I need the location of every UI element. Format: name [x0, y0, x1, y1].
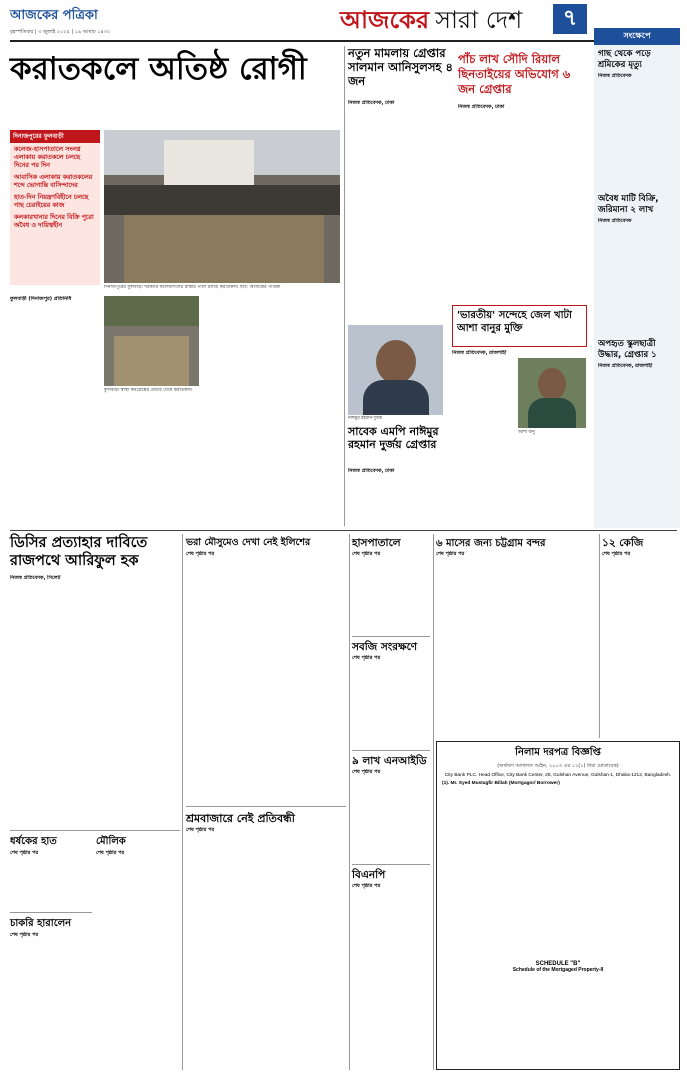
divider [352, 636, 430, 637]
moulik-headline: মৌলিক [96, 836, 126, 847]
chakri-body [10, 940, 92, 1070]
lead-photo-caption: দিনাজপুরের ফুলবাড়ী সরকারি কলেজসংলগ্ন রাস্তার পাশে চলছে করাতকল। ছবি: আজকের পত্রিকা [104, 285, 281, 290]
sidebar-item-headline: অবৈধ মাটি বিক্রি, জরিমানা ২ লাখ [598, 194, 659, 215]
section-title: আজকের সারা দেশ [340, 5, 523, 34]
sidebar [594, 28, 680, 528]
notice-schedule-body [442, 975, 674, 1045]
notice-borrower: (1). Mr. Syed Mustagfir Billah (Mortgagor/ Borrower) [442, 781, 560, 786]
moulik-body [96, 858, 178, 1070]
banu-byline: নিজস্ব প্রতিবেদক, রাজশাহী [452, 350, 507, 356]
mp-headline: সাবেক এমপি নাঈমুর রহমান দুর্জয় গ্রেপ্তার [348, 425, 439, 451]
sidebar-header: সংক্ষেপে [594, 28, 680, 45]
port-jump: শেষ পৃষ্ঠার পর [436, 551, 465, 557]
notice-schedule-sub: Schedule of the Mortgaged Property-II [512, 967, 604, 973]
sidebar-item-byline: নিজস্ব প্রতিবেদক [598, 73, 632, 79]
dc-body-col-1 [10, 583, 92, 828]
port-body-col-1 [436, 559, 514, 737]
lead-headline: করাতকলে অতিষ্ঠ রোগী [10, 51, 307, 87]
ilish-body-col-1 [186, 559, 264, 804]
dc-headline: ডিসির প্রত্যাহার দাবিতে রাজপথে আরিফুল হক [10, 535, 148, 569]
lead-bullet: কলেজ-হাসপাতালে সংলগ্ন এলাকায় করাতকলে চলছে দিনের পর দিন [14, 146, 81, 169]
notice-subtitle: (অর্থঋণ আদালত আইন, ২০০৩ এর ১২(১) ধারা মোতাবেক) [497, 763, 619, 769]
banu-body-col-2 [518, 440, 586, 528]
lead-bullet: আবাসিক এলাকায় করাতকলের শব্দে ভোগান্তি বাসিন্দাদের [14, 174, 93, 189]
notice-body [442, 788, 674, 958]
kg-headline: ১২ কেজি [602, 537, 644, 549]
banu-portrait [518, 358, 586, 428]
shrom-headline: শ্রমবাজারে নেই প্রতিবন্ধী [186, 812, 295, 825]
sidebar-item-byline: নিজস্ব প্রতিবেদক [598, 218, 632, 224]
banu-body-col-1 [452, 358, 514, 528]
bnp-jump: শেষ পৃষ্ঠার পর [352, 883, 381, 889]
column-divider [433, 534, 434, 1070]
ilish-headline: ভরা মৌসুমেও দেখা নেই ইলিশের [186, 537, 311, 548]
lead-photo-sawmill [104, 130, 340, 283]
kg-jump: শেষ পৃষ্ঠার পর [602, 551, 631, 557]
lead-bullet: হাত-দিন নিয়ন্ত্রণবিহীনে চলছে গাছ চেরাইয়ের কাজ [14, 194, 89, 209]
notice-schedule: SCHEDULE "B" [535, 961, 581, 967]
dc-body-col-2 [96, 583, 178, 828]
sobji-jump: শেষ পৃষ্ঠার পর [352, 655, 381, 661]
newspaper-logo: আজকের পত্রিকা [10, 8, 98, 23]
lead-body-col-2 [206, 296, 270, 526]
rape-headline: ধর্ষকের হাত [10, 836, 57, 847]
column-divider [182, 534, 183, 1070]
lead-photo-wall [104, 296, 199, 386]
divider [10, 912, 92, 913]
sobji-body [352, 663, 430, 748]
salman-headline: নতুন মামলায় গ্রেপ্তার সালমান আনিসুলসহ ৪ জন [348, 46, 453, 88]
rape-jump: শেষ পৃষ্ঠার পর [10, 850, 39, 856]
rape-body [10, 858, 92, 910]
mp-photo-label: নাঈমুর রহমান দুর্জয় [348, 416, 383, 421]
lead-body-col-4 [104, 398, 202, 526]
chakri-headline: চাকরি হারালেন [10, 918, 72, 929]
lead-bullet-box [10, 130, 100, 285]
nid-body [352, 777, 430, 862]
auction-notice [436, 741, 680, 1070]
sobji-headline: সবজি সংরক্ষণে [352, 641, 418, 653]
port-body-col-2 [518, 551, 596, 737]
masthead-rule [10, 40, 677, 42]
riyal-body-col-1 [458, 112, 522, 300]
mp-portrait [348, 325, 443, 415]
ilish-body-col-2 [268, 551, 346, 804]
riyal-byline: নিজস্ব প্রতিবেদক, ঢাকা [458, 104, 505, 110]
port-headline: ৬ মাসের জন্য চট্টগ্রাম বন্দর [436, 538, 546, 549]
page-number: ৭ [553, 4, 587, 34]
chakri-jump: শেষ পৃষ্ঠার পর [10, 932, 39, 938]
bnp-body [352, 891, 430, 1070]
banu-photo-label: আশা বানু [518, 430, 535, 435]
divider [10, 830, 180, 831]
shrom-body-col-1 [186, 835, 264, 1070]
divider [352, 750, 430, 751]
lead-body-col-1: ফুলবাড়ী (দিনাজপুর) প্রতিনিধি [10, 296, 72, 302]
salman-body [348, 108, 453, 323]
notice-bank-address: City Bank PLC. Head Office, City Bank Center, 28, Gulshan Avenue, Gulshan-1, Dhaka-1212, Bangladesh. [444, 773, 672, 778]
sidebar-item-body [598, 80, 676, 190]
banu-headline: 'ভারতীয়' সন্দেহে জেল খাটা আশা বানুর মুক্তি [452, 305, 587, 347]
lead-location-tag: দিনাজপুরের ফুলবাড়ী [10, 130, 100, 143]
fold-rule [10, 530, 677, 531]
moulik-jump: শেষ পৃষ্ঠার পর [96, 850, 125, 856]
divider [352, 864, 430, 865]
mp-byline: নিজস্ব প্রতিবেদক, ঢাকা [348, 468, 395, 474]
hospital-headline: হাসপাতালে [352, 537, 401, 549]
lead-body-col-3 [274, 296, 340, 526]
sidebar-item-byline: নিজস্ব প্রতিবেদক, রাজশাহী [598, 363, 653, 369]
dateline: বৃহস্পতিবার | ৩ জুলাই ২০২৫ | ১৯ আষাঢ় ১৪৩২ [10, 29, 111, 35]
sidebar-item-body [598, 370, 676, 550]
sidebar-item-body [598, 225, 676, 335]
sidebar-item-headline: অপহৃত স্কুলছাত্রী উদ্ধার, গ্রেপ্তার ১ [598, 339, 657, 360]
column-divider [349, 534, 350, 1070]
riyal-headline: পাঁচ লাখ সৌদি রিয়াল ছিনতাইয়ের অভিযোগ ৬ জন গ্রেপ্তার [458, 52, 571, 96]
column-divider [599, 534, 600, 738]
sidebar-item-headline: গাছ থেকে পড়ে শ্রমিকের মৃত্যু [598, 49, 651, 70]
masthead-left [10, 6, 140, 37]
lead-bullet: কলকারখানার দিনের বিক্রি পুরো অবৈধ ও দায়িত্বহীন [14, 214, 94, 229]
ilish-jump: শেষ পৃষ্ঠার পর [186, 551, 215, 557]
shrom-jump: শেষ পৃষ্ঠার পর [186, 827, 215, 833]
bnp-headline: বিএনপি [352, 869, 386, 881]
lead-photo-caption-2: ফুলবাড়ী স্বাস্থ্য কমপ্লেক্সের প্রাচীর ঘেঁষে করাতকল। [104, 388, 193, 393]
hospital-body [352, 559, 430, 634]
mp-body [348, 476, 448, 528]
divider [186, 806, 346, 807]
nid-jump: শেষ পৃষ্ঠার পর [352, 769, 381, 775]
kg-body [602, 559, 680, 737]
hospital-jump: শেষ পৃষ্ঠার পর [352, 551, 381, 557]
riyal-body-col-2 [526, 112, 588, 300]
nid-headline: ৯ লাখ এনআইডি [352, 755, 427, 767]
dc-byline: নিজস্ব প্রতিবেদক, সিলেট [10, 575, 61, 581]
notice-title: নিলাম দরপত্র বিজ্ঞপ্তি [515, 747, 601, 758]
salman-byline: নিজস্ব প্রতিবেদক, ঢাকা [348, 100, 395, 106]
shrom-body-col-2 [268, 827, 346, 1070]
column-divider [344, 46, 345, 526]
